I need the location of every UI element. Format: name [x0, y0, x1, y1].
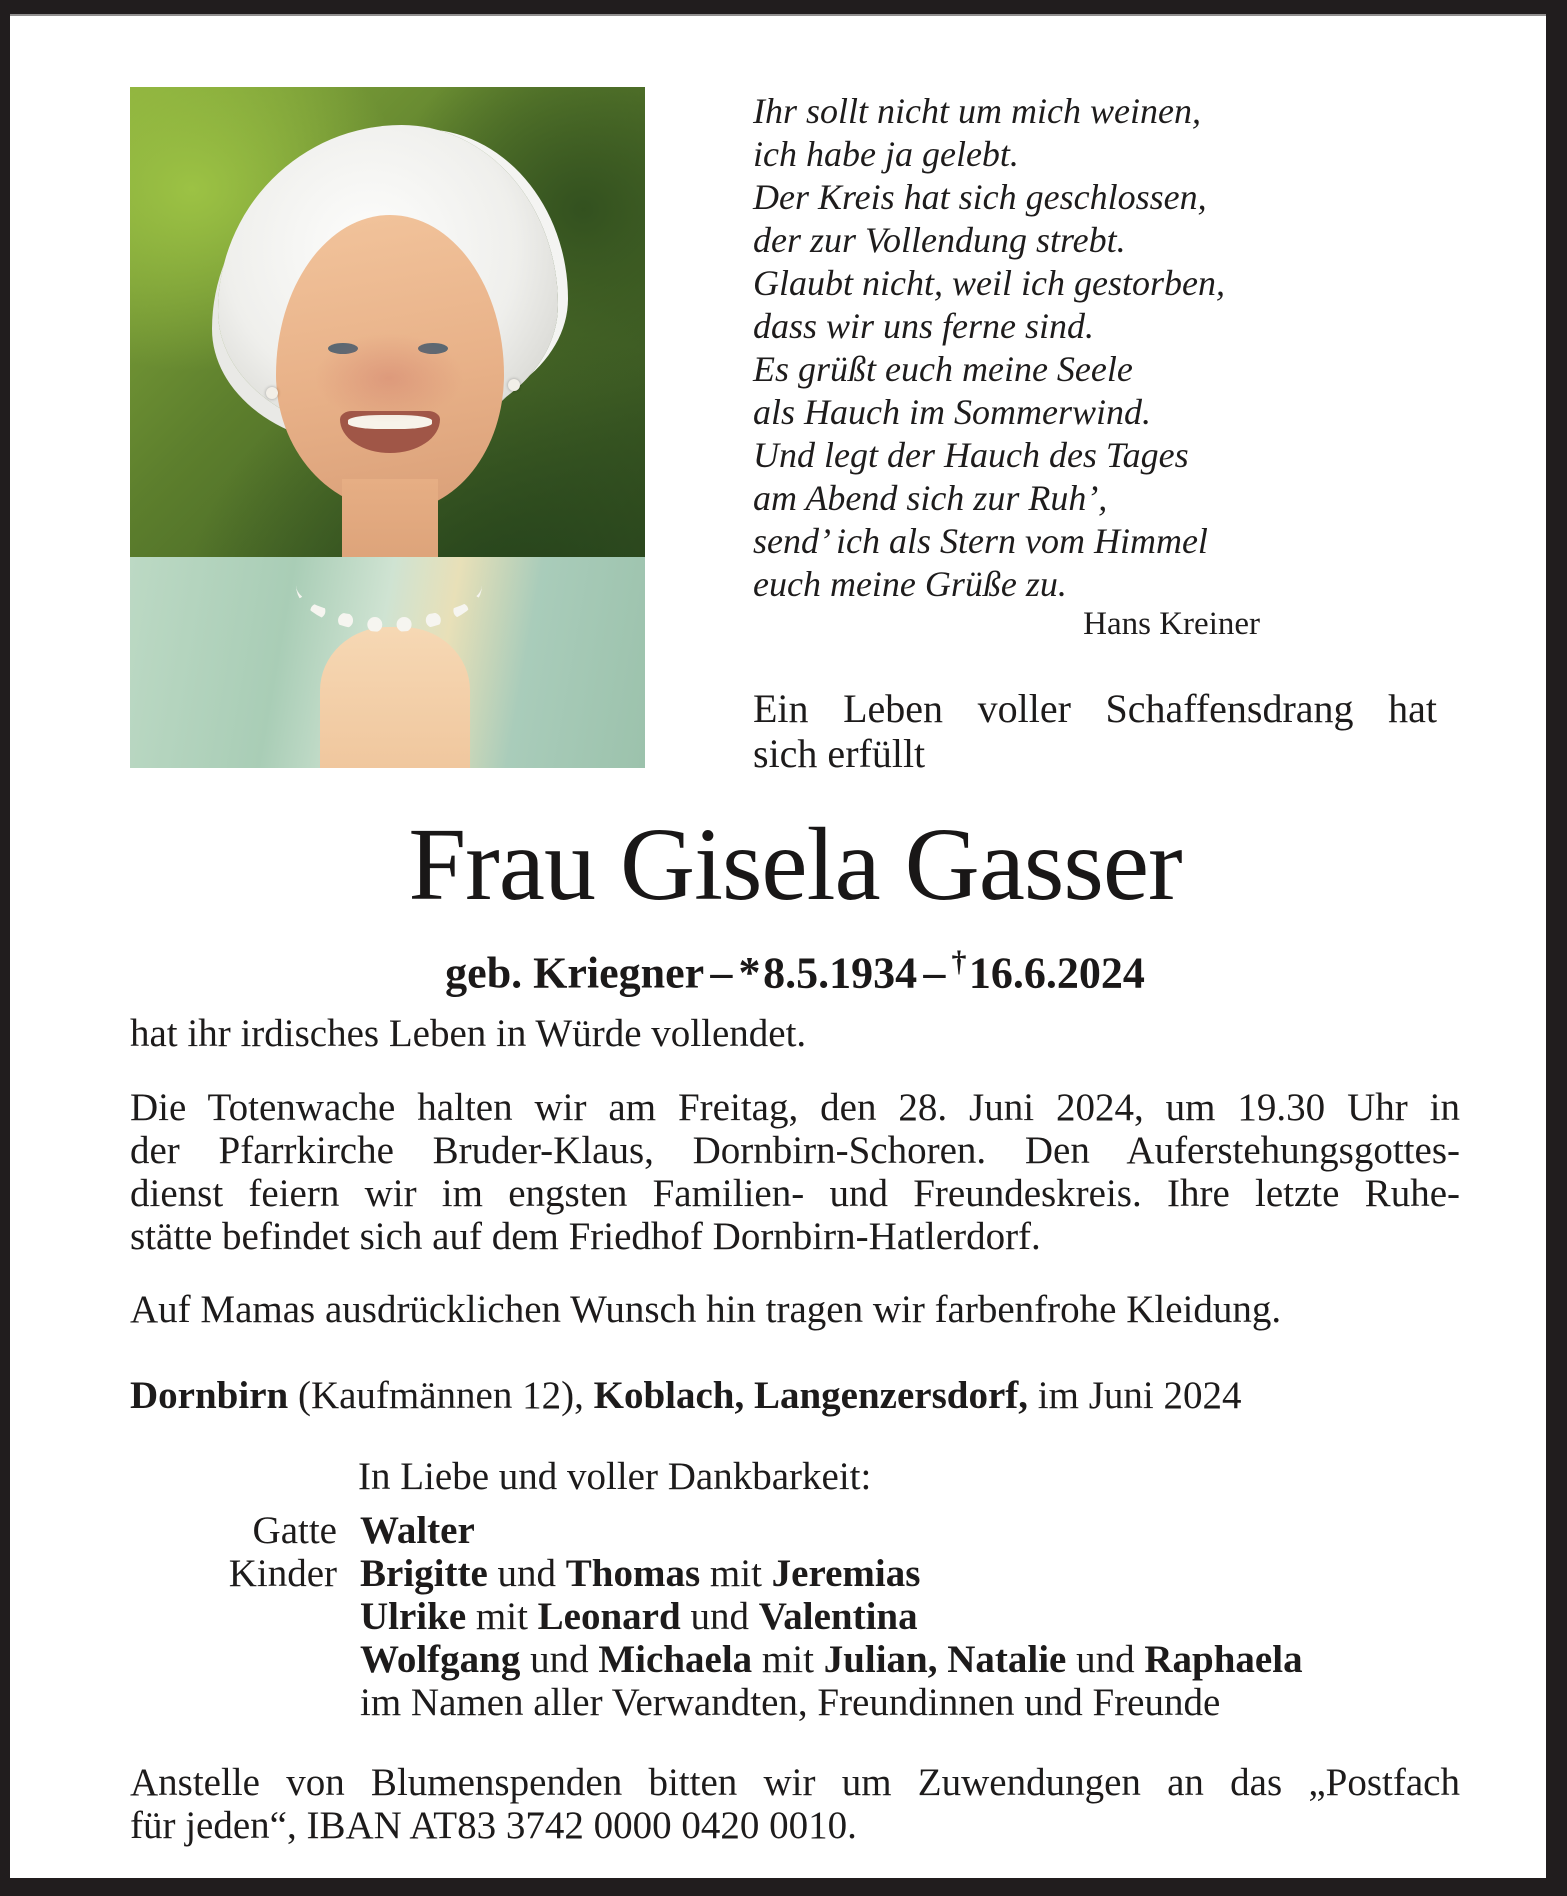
- family-member: Julian, Natalie: [823, 1638, 1067, 1681]
- poem-line: euch meine Grüße zu.: [753, 564, 1067, 604]
- poem-line: dass wir uns ferne sind.: [753, 306, 1095, 346]
- family-member: Brigitte: [360, 1552, 488, 1595]
- body-paragraph-kleidung: Auf Mamas ausdrücklichen Wunsch hin tragen wir farbenfrohe Kleidung.: [130, 1288, 1282, 1331]
- family-list: [130, 1509, 1470, 1724]
- poem-line: am Abend sich zur Ruh’,: [753, 478, 1108, 518]
- connector: mit: [752, 1638, 824, 1681]
- left-eye: [328, 343, 358, 354]
- family-member: Michaela: [598, 1638, 753, 1681]
- blouse: [320, 627, 470, 768]
- donation-paragraph: [130, 1761, 1460, 1847]
- family-names: [337, 1595, 918, 1638]
- poem-attribution: Hans Kreiner: [1083, 606, 1260, 642]
- family-row: [130, 1681, 1470, 1724]
- family-member: Ulrike: [360, 1595, 467, 1638]
- place-name: Dornbirn: [130, 1374, 289, 1417]
- family-label: [130, 1595, 337, 1638]
- death-cross-symbol: †: [951, 945, 967, 978]
- body-line: stätte befindet sich auf dem Friedhof Dornbirn-Hatlerdorf.: [130, 1215, 1041, 1258]
- connector: und: [487, 1552, 566, 1595]
- family-member: Raphaela: [1144, 1638, 1303, 1681]
- poem-line: Und legt der Hauch des Tages: [753, 435, 1189, 475]
- frame-top-hairline: [0, 14, 1567, 16]
- body-paragraph-totenwache: [130, 1086, 1460, 1258]
- intro-text: [753, 686, 1437, 776]
- poem-line: Es grüßt euch meine Seele: [753, 349, 1133, 389]
- intro-line: sich erfüllt: [753, 731, 926, 776]
- frame-left-border: [0, 0, 10, 1896]
- portrait-photo: [130, 87, 645, 768]
- family-member: Wolfgang: [360, 1638, 521, 1681]
- family-label: Gatte: [252, 1509, 337, 1552]
- body-paragraph-vollendet: hat ihr irdisches Leben in Würde vollendet.: [130, 1012, 807, 1055]
- donation-line: für jeden“, IBAN AT83 3742 0000 0420 0010.: [130, 1804, 857, 1847]
- connector: mit: [700, 1552, 772, 1595]
- death-date: 16.6.2024: [968, 948, 1145, 998]
- family-row: [130, 1595, 1470, 1638]
- poem-line: send’ ich als Stern vom Himmel: [753, 521, 1208, 561]
- connector: und: [1066, 1638, 1145, 1681]
- poem-line: als Hauch im Sommerwind.: [753, 392, 1151, 432]
- birth-death-line: [130, 938, 1460, 997]
- body-line: Die Totenwache halten wir am Freitag, den 28. Juni 2024, um 19.30 Uhr in: [130, 1086, 1460, 1129]
- memorial-poem: [753, 90, 1225, 606]
- teeth: [348, 415, 432, 429]
- deceased-name-title: Frau Gisela Gasser: [408, 807, 1182, 922]
- poem-line: Ihr sollt nicht um mich weinen,: [753, 91, 1201, 131]
- family-member: Walter: [360, 1509, 475, 1552]
- family-label: [130, 1638, 337, 1681]
- left-earring: [266, 387, 278, 399]
- place-detail: (Kaufmännen 12),: [288, 1374, 594, 1417]
- frame-right-border: [1546, 0, 1567, 1896]
- intro-line: Ein Leben voller Schaffensdrang hat: [753, 686, 1437, 731]
- family-row: [130, 1552, 1470, 1595]
- connector: mit: [466, 1595, 538, 1638]
- right-eye: [418, 343, 448, 354]
- family-note: im Namen aller Verwandten, Freundinnen und Freunde: [360, 1681, 1221, 1724]
- maiden-name: geb. Kriegner: [445, 948, 705, 998]
- frame-top-border: [0, 0, 1567, 14]
- family-label: [130, 1681, 337, 1724]
- poem-line: ich habe ja gelebt.: [753, 134, 1019, 174]
- closing-line: In Liebe und voller Dankbarkeit:: [358, 1455, 872, 1498]
- family-names: [337, 1681, 1220, 1724]
- family-names: [337, 1509, 475, 1552]
- family-label: Kinder: [228, 1552, 337, 1595]
- poem-line: der zur Vollendung strebt.: [753, 220, 1126, 260]
- family-names: [337, 1638, 1303, 1681]
- poem-line: Der Kreis hat sich geschlossen,: [753, 177, 1207, 217]
- birth-date: 8.5.1934: [763, 948, 918, 998]
- family-member: Valentina: [758, 1595, 918, 1638]
- birth-star-symbol: *: [738, 948, 761, 998]
- smiling-mouth: [340, 411, 440, 453]
- family-names: [337, 1552, 920, 1595]
- place-date-line: [130, 1374, 1460, 1417]
- dash: –: [923, 948, 946, 998]
- family-member: Leonard: [537, 1595, 681, 1638]
- dash: –: [710, 948, 733, 998]
- family-member: Jeremias: [771, 1552, 921, 1595]
- body-line: der Pfarrkirche Bruder-Klaus, Dornbirn-Schoren. Den Auferstehungsgottes-: [130, 1129, 1460, 1172]
- date-text: im Juni 2024: [1028, 1374, 1242, 1417]
- place-names: Koblach, Langenzersdorf,: [593, 1374, 1029, 1417]
- donation-line: Anstelle von Blumenspenden bitten wir um Zuwendungen an das „Postfach: [130, 1761, 1460, 1804]
- family-row: [130, 1638, 1470, 1681]
- right-earring: [508, 379, 520, 391]
- pearl-necklace: [296, 539, 482, 632]
- connector: und: [680, 1595, 759, 1638]
- poem-line: Glaubt nicht, weil ich gestorben,: [753, 263, 1225, 303]
- family-member: Thomas: [565, 1552, 701, 1595]
- frame-bottom-border: [0, 1878, 1567, 1896]
- family-row: [130, 1509, 1470, 1552]
- connector: und: [520, 1638, 599, 1681]
- body-line: dienst feiern wir im engsten Familien- und Freundeskreis. Ihre letzte Ruhe-: [130, 1172, 1460, 1215]
